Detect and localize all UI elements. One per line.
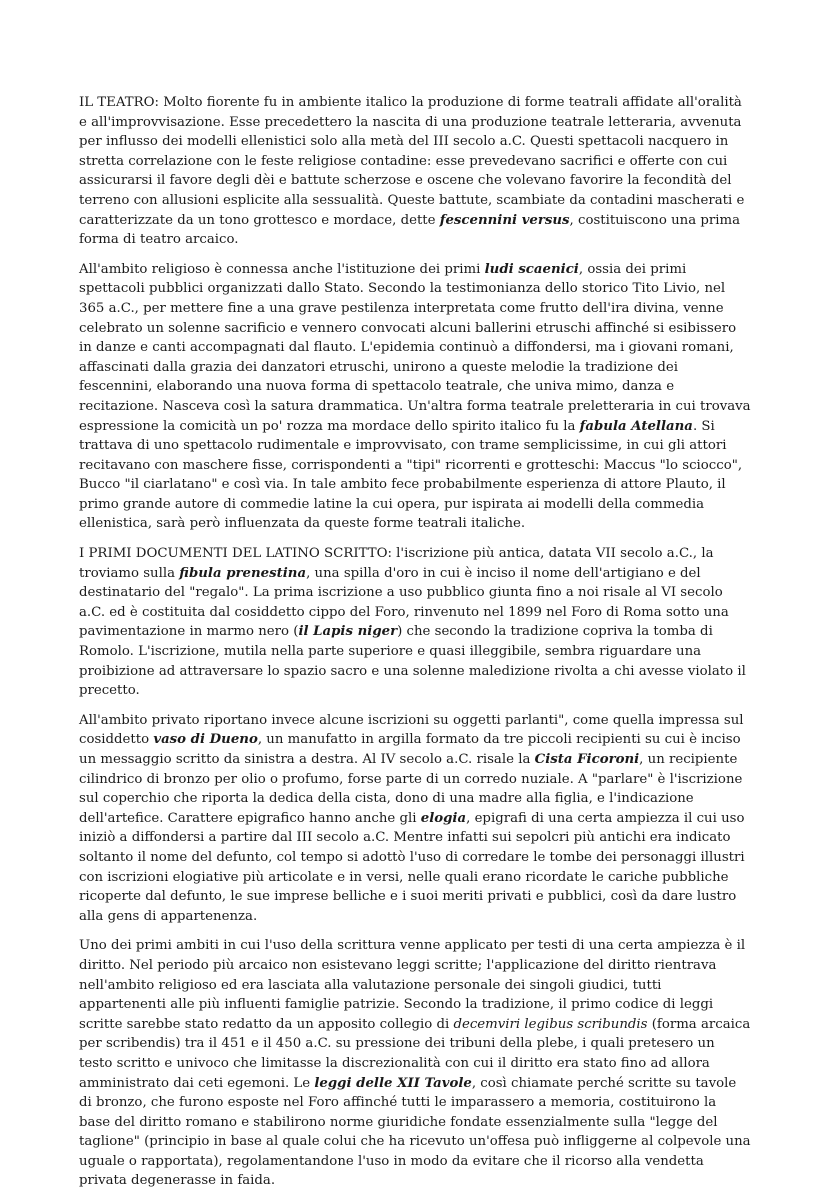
text-run: . Si trattava di uno spettacolo rudimentale e improvvisato, con trame semplicissime, in cui gli attori recitavano con maschere fisse, corrispondenti a "tipi" ricorrenti e grotteschi: Maccus "lo sciocco", Bucco "il ciarlatano" e così via. In tale ambito fece probabilmente esperienza di attore Plauto, il primo grande autore di commedie latine la cui opera, pur ispirata ai modelli della commedia ellenistica, sarà però influenzata da queste forme teatrali italiche. <box>79 418 743 532</box>
term-elogia: elogia <box>420 810 467 826</box>
paragraph-diritto <box>79 936 751 1191</box>
term-fescennini-versus: fescennini versus <box>439 212 570 228</box>
term-fabula-atellana: fabula Atellana <box>579 418 693 434</box>
term-ludi-scaenici: ludi scaenici <box>484 261 579 277</box>
text-run: IL TEATRO: Molto fiorente fu in ambiente italico la produzione di forme teatrali affidate all'oralità e all'improvvisazione. Esse precedettero la nascita di una produzione teatrale letteraria, avvenuta per influsso dei modelli ellenistici solo alla metà del III secolo a.C. Questi spettacoli nacquero in stretta correlazione con le feste religiose contadine: esse prevedevano sacrifici e offerte con cui assicurarsi il favore degli dèi e battute scherzose e oscene che volevano favorire la fecondità del terreno con allusioni esplicite alla sessualità. Queste battute, scambiate da contadini mascherati e caratterizzate da un tono grottesco e mordace, dette <box>79 95 745 228</box>
text-run: I PRIMI DOCUMENTI DEL LATINO SCRITTO: l'iscrizione più antica, datata VII secolo a.C., la troviamo sulla <box>79 546 714 581</box>
text-run: Uno dei primi ambiti in cui l'uso della scrittura venne applicato per testi di una certa ampiezza è il diritto. Nel periodo più arcaico non esistevano leggi scritte; l'applicazione del diritto rientrava nell'ambito religioso ed era lasciata alla valutazione personale dei singoli giudici, tutti appartenenti alle più influenti famiglie patrizie. Secondo la tradizione, il primo codice di leggi scritte sarebbe stato redatto da un apposito collegio di <box>79 938 746 1032</box>
text-run: All'ambito privato riportano invece alcune iscrizioni su oggetti parlanti", come quella impressa sul cosiddetto <box>79 712 744 748</box>
text-run: , epigrafi di una certa ampiezza il cui uso iniziò a diffondersi a partire dal III secolo a.C. Mentre infatti sui sepolcri più antichi era indicato soltanto il nome del defunto, col tempo si adottò l'uso di corredare le tombe dei personaggi illustri con iscrizioni elogiative più articolate e in versi, nelle quali erano ricordate le cariche pubbliche ricoperte dal defunto, le sue imprese belliche e i suoi meriti privati e pubblici, così da dare lustro alla gens di appartenenza. <box>79 810 745 924</box>
paragraph-teatro <box>79 93 751 250</box>
text-run: ) che secondo la tradizione copriva la tomba di Romolo. L'iscrizione, mutila nella parte superiore e quasi illeggibile, sembra riguardare una proibizione ad attraversare lo spazio sacro e una solenne maledizione rivolta a chi avesse violato il precetto. <box>79 624 746 699</box>
text-run: , una spilla d'oro in cui è inciso il nome dell'artigiano e del destinatario del "regalo". La prima iscrizione a uso pubblico giunta fino a noi risale al VI secolo a.C. ed è costituita dal cosiddetto cippo del Foro, rinvenuto nel 1899 nel Foro di Roma sotto una pavimentazione in marmo nero ( <box>79 565 729 640</box>
text-run: , ossia dei primi spettacoli pubblici organizzati dallo Stato. Secondo la testimonianza dello storico Tito Livio, nel 365 a.C., per mettere fine a una grave pestilenza interpretata come frutto dell'ira divina, venne celebrato un solenne sacrificio e vennero convocati alcuni ballerini etruschi affinché si esibissero in danze e canti accompagnati dal flauto. L'epidemia continuò a diffondersi, ma i giovani romani, affascinati dalla grazia dei danzatori etruschi, unirono a queste melodie la tradizione dei fescennini, elaborando una nuova forma di spettacolo teatrale, che univa mimo, danza e recitazione. Nasceva così la satura drammatica. Un'altra forma teatrale preletteraria in cui trovava espressione la comicità un po' rozza ma mordace dello spirito italico fu la <box>79 261 751 434</box>
term-fibula-prenestina: fibula prenestina <box>179 565 307 581</box>
text-run: , un manufatto in argilla formato da tre piccoli recipienti su cui è inciso un messaggio scritto da sinistra a destra. Al IV secolo a.C. risale la <box>79 732 741 767</box>
paragraph-ludi-scaenici <box>79 260 751 534</box>
paragraph-primi-documenti <box>79 544 751 701</box>
text-run: , un recipiente cilindrico di bronzo per olio o profumo, forse parte di un corredo nuziale. A "parlare" è l'iscrizione sul coperchio che riporta la dedica della cista, dono di una madre alla figlia, e l'indicazione dell'artefice. Carattere epigrafico hanno anche gli <box>79 752 743 826</box>
text-run: (forma arcaica per scribendis) tra il 451 e il 450 a.C. su pressione dei tribuni della plebe, i quali pretesero un testo scritto e univoco che limitasse la discrezionalità con cui il diritto era stato fino ad allora amministrato dai ceti egemoni. Le <box>79 1016 751 1091</box>
term-lapis-niger: il Lapis niger <box>298 624 398 640</box>
paragraph-ambito-privato <box>79 711 751 927</box>
text-run: , costituiscono una prima forma di teatro arcaico. <box>79 212 741 248</box>
text-run: , così chiamate perché scritte su tavole di bronzo, che furono esposte nel Foro affinché tutti le imparassero a memoria, costituirono la base del diritto romano e stabilirono norme giuridiche fondate essenzialmente sulla "legge del taglione" (principio in base al quale colui che ha ricevuto un'offesa può infliggerne al colpevole una uguale o rapportata), regolamentandone l'uso in modo da evitare che il ricorso alla vendetta privata degenerasse in faida. <box>79 1075 751 1189</box>
term-decemviri: decemviri legibus scribundis <box>453 1016 648 1032</box>
text-run: All'ambito religioso è connessa anche l'istituzione dei primi <box>79 261 485 277</box>
term-vaso-di-dueno: vaso di Dueno <box>153 732 258 748</box>
document-page <box>79 93 751 1191</box>
term-leggi-xii-tavole: leggi delle XII Tavole <box>314 1075 472 1091</box>
term-cista-ficoroni: Cista Ficoroni <box>534 752 640 767</box>
